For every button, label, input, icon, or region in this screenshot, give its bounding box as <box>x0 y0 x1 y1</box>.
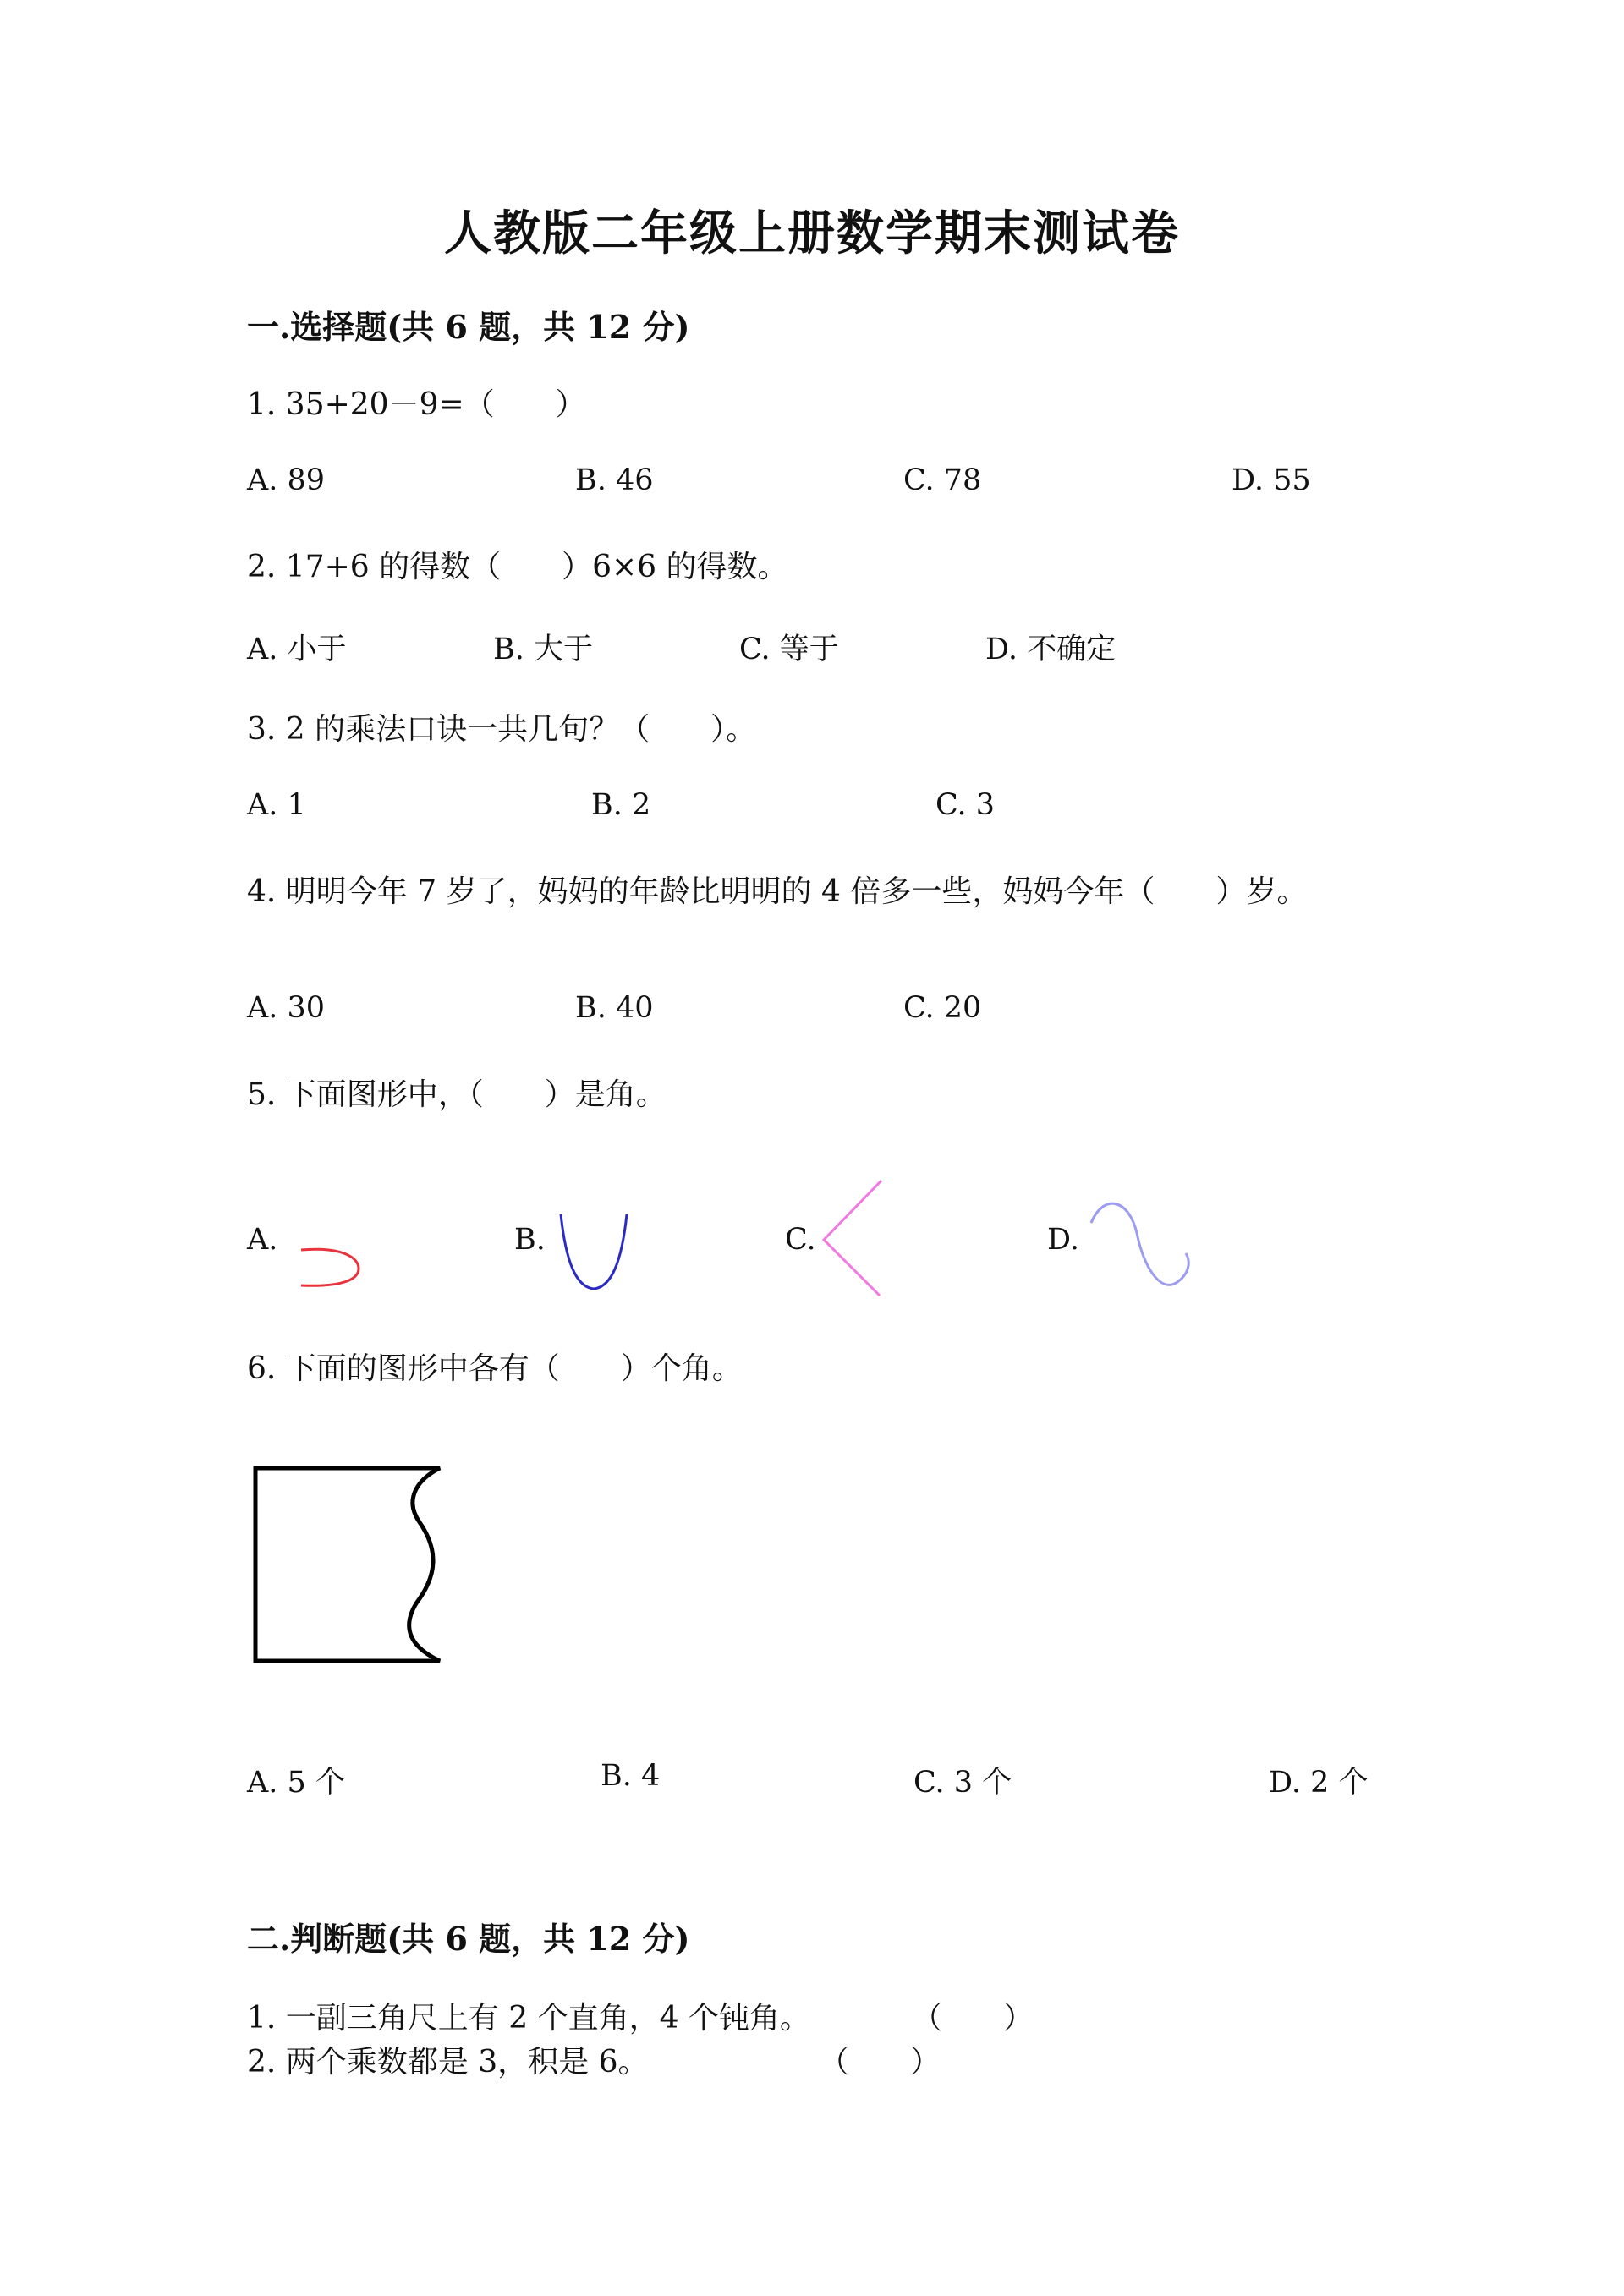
page-title: 人教版二年级上册数学期末测试卷 <box>444 205 1180 261</box>
figure-d-wave-icon <box>1086 1199 1196 1294</box>
q5-option-c: C. <box>785 1223 816 1257</box>
judgement-item-2-blank[interactable]: （ ） <box>819 2045 941 2080</box>
section-heading-choice: 一.选择题(共 6 题，共 12 分) <box>247 308 690 346</box>
q1-option-a: A. 89 <box>247 463 326 497</box>
q1-option-b: B. 46 <box>575 463 654 497</box>
question-6: 6. 下面的图形中各有（ ）个角。 <box>247 1351 743 1386</box>
question-3: 3. 2 的乘法口诀一共几句？（ ）。 <box>247 712 757 747</box>
figure-b-u-curve-icon <box>554 1211 634 1296</box>
question-4: 4. 明明今年 7 岁了，妈妈的年龄比明明的 4 倍多一些，妈妈今年（ ）岁。 <box>247 874 1308 909</box>
judgement-item-2: 2. 两个乘数都是 3，积是 6。 <box>247 2045 649 2080</box>
q4-option-b: B. 40 <box>575 991 654 1025</box>
judgement-item-1-blank[interactable]: （ ） <box>912 2001 1034 2036</box>
q2-option-d: D. 不确定 <box>985 633 1116 666</box>
q4-option-c: C. 20 <box>903 991 982 1025</box>
question-5: 5. 下面图形中，（ ）是角。 <box>247 1077 667 1112</box>
q3-option-c: C. 3 <box>935 788 996 822</box>
q2-option-a: A. 小于 <box>247 633 347 666</box>
section-heading-judgement: 二.判断题(共 6 题，共 12 分) <box>247 1920 690 1958</box>
q5-option-b: B. <box>514 1223 546 1257</box>
q1-option-d: D. 55 <box>1232 463 1311 497</box>
question-1: 1. 35+20－9=（ ） <box>247 387 586 422</box>
q5-option-a: A. <box>247 1223 278 1257</box>
question-2: 2. 17+6 的得数（ ）6×6 的得数。 <box>247 550 788 584</box>
q3-option-a: A. 1 <box>247 788 306 822</box>
q6-shape-figure <box>250 1463 453 1666</box>
q6-option-b: B. 4 <box>601 1759 661 1793</box>
figure-a-arc-icon <box>298 1243 365 1290</box>
q5-option-d: D. <box>1047 1223 1079 1257</box>
q6-option-c: C. 3 个 <box>914 1766 1012 1800</box>
figure-c-angle-icon <box>819 1177 886 1300</box>
q3-option-b: B. 2 <box>591 788 651 822</box>
judgement-item-1: 1. 一副三角尺上有 2 个直角，4 个钝角。 <box>247 2001 810 2036</box>
q1-option-c: C. 78 <box>903 463 982 497</box>
q6-option-a: A. 5 个 <box>247 1766 345 1800</box>
q6-option-d: D. 2 个 <box>1269 1766 1369 1800</box>
q4-option-a: A. 30 <box>247 991 326 1025</box>
q2-option-b: B. 大于 <box>493 633 593 666</box>
q2-option-c: C. 等于 <box>739 633 839 666</box>
